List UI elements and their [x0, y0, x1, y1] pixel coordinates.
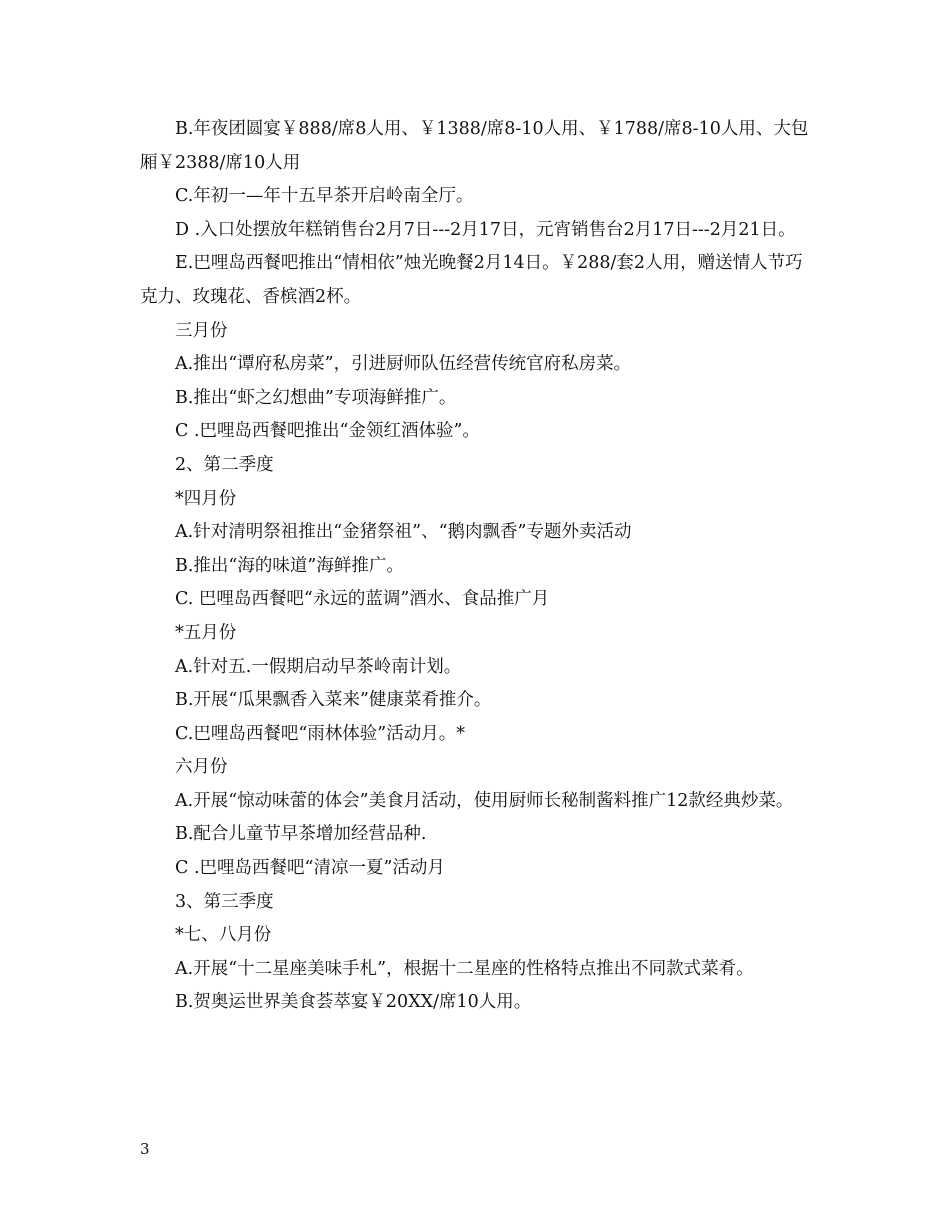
- paragraph: D .入口处摆放年糕销售台2月7日---2月17日，元宵销售台2月17日---2月21日。: [175, 219, 796, 240]
- section-heading: 2、第二季度: [175, 454, 274, 475]
- paragraph: B.推出“虾之幻想曲”专项海鲜推广。: [175, 387, 457, 408]
- paragraph: A.针对五.一假期启动早茶岭南计划。: [175, 656, 462, 677]
- paragraph: B.配合儿童节早茶增加经营品种.: [175, 824, 427, 845]
- paragraph: C.巴哩岛西餐吧“雨林体验”活动月。*: [175, 723, 465, 744]
- paragraph: A.开展“惊动味蕾的体会”美食月活动，使用厨师长秘制酱料推广12款经典炒菜。: [175, 790, 794, 811]
- paragraph: C .巴哩岛西餐吧推出“金领红酒体验”。: [175, 421, 480, 442]
- section-heading: *五月份: [175, 622, 237, 643]
- document-body: [140, 113, 820, 1020]
- section-heading: *七、八月份: [175, 925, 272, 946]
- paragraph: B.贺奥运世界美食荟萃宴￥20XX/席10人用。: [175, 992, 532, 1013]
- paragraph: E.巴哩岛西餐吧推出“情相依”烛光晚餐2月14日。￥288/套2人用，赠送情人节巧克力、玫瑰花、香槟酒2杯。: [140, 253, 803, 307]
- section-heading: 三月份: [175, 320, 228, 341]
- section-heading: 六月份: [175, 757, 228, 778]
- paragraph: A.针对清明祭祖推出“金猪祭祖”、“鹅肉飘香”专题外卖活动: [175, 522, 632, 543]
- section-heading: 3、第三季度: [175, 891, 274, 912]
- paragraph: B.开展“瓜果飘香入菜来”健康菜肴推介。: [175, 690, 492, 711]
- paragraph: A.开展“十二星座美味手札”，根据十二星座的性格特点推出不同款式菜肴。: [175, 958, 754, 979]
- page-number: 3: [140, 1140, 150, 1158]
- paragraph: C .巴哩岛西餐吧“清凉一夏”活动月: [175, 858, 445, 879]
- paragraph: B.年夜团圆宴￥888/席8人用、￥1388/席8-10人用、￥1788/席8-10人用、大包厢￥2388/席10人用: [140, 119, 809, 173]
- paragraph: B.推出“海的味道”海鲜推广。: [175, 555, 404, 576]
- paragraph: A.推出“谭府私房菜”，引进厨师队伍经营传统官府私房菜。: [175, 354, 632, 375]
- section-heading: *四月份: [175, 488, 237, 509]
- paragraph: C. 巴哩岛西餐吧“永远的蓝调”酒水、食品推广月: [175, 589, 550, 610]
- paragraph: C.年初一—年十五早茶开启岭南全厅。: [175, 186, 474, 207]
